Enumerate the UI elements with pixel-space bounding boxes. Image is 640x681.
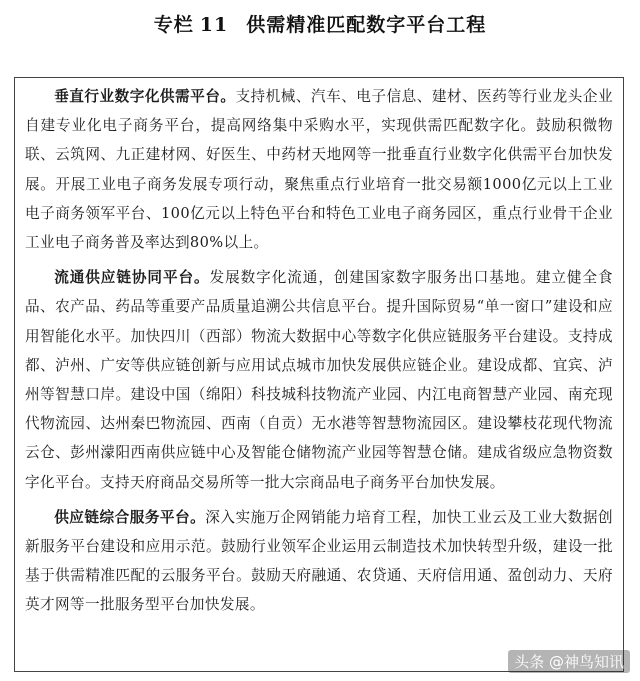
paragraph-heading: 垂直行业数字化供需平台。 [54, 88, 236, 105]
paragraph-body: 发展数字化流通，创建国家数字服务出口基地。建立健全食品、农产品、药品等重要产品质量追溯公共信息平台。提升国际贸易“单一窗口”建设和应用智能化水平。加快四川（西部）物流大数据中心等数字化供应链服务平台建设。支持成都、泸州、广安等供应链创新与应用试点城市加快发展供应链企业。建设成都、宜宾、泸州等智慧口岸。建设中国（绵阳）科技城科技物流产业园、内江电商智慧产业园、南充现代物流园、达州秦巴物流园、西南（自贡）无水港等智慧物流园区。建设攀枝花现代物流云仓、彭州濛阳西南供应链中心及智能仓储物流产业园等智慧仓储。建成省级应急物资数字化平台。支持天府商品交易所等一批大宗商品电子商务平台加快发展。 [25, 269, 613, 491]
page-title [0, 10, 640, 37]
paragraph-supply-chain-collaboration [25, 263, 613, 497]
content-box [14, 77, 624, 672]
paragraph-vertical-industry [25, 82, 613, 257]
title-number: 11 [199, 14, 229, 36]
paragraph-heading: 供应链综合服务平台。 [54, 508, 206, 526]
paragraph-supply-chain-services [25, 503, 613, 620]
watermark: 头条 @神鸟知讯 [508, 650, 630, 673]
title-label: 专栏 [153, 14, 194, 36]
paragraph-body: 支持机械、汽车、电子信息、建材、医药等行业龙头企业自建专业化电子商务平台，提高网络集中采购水平，实现供需匹配数字化。鼓励积微物联、云筑网、九正建材网、好医生、中药材天地网等一批垂直行业数字化供需平台加快发展。开展工业电子商务发展专项行动，聚焦重点行业培育一批交易额1000亿元以上工业电子商务领军平台、100亿元以上特色平台和特色工业电子商务园区，重点行业骨干企业工业电子商务普及率达到80%以上。 [25, 88, 613, 252]
paragraph-body: 深入实施万企网销能力培育工程，加快工业云及工业大数据创新服务平台建设和应用示范。鼓励行业领军企业运用云制造技术加快转型升级，建设一批基于供需精准匹配的云服务平台。鼓励天府融通、农贷通、天府信用通、盈创动力、天府英才网等一批服务型平台加快发展。 [25, 508, 613, 614]
paragraph-heading: 流通供应链协同平台。 [54, 269, 210, 287]
title-text: 供需精准匹配数字平台工程 [246, 14, 487, 36]
